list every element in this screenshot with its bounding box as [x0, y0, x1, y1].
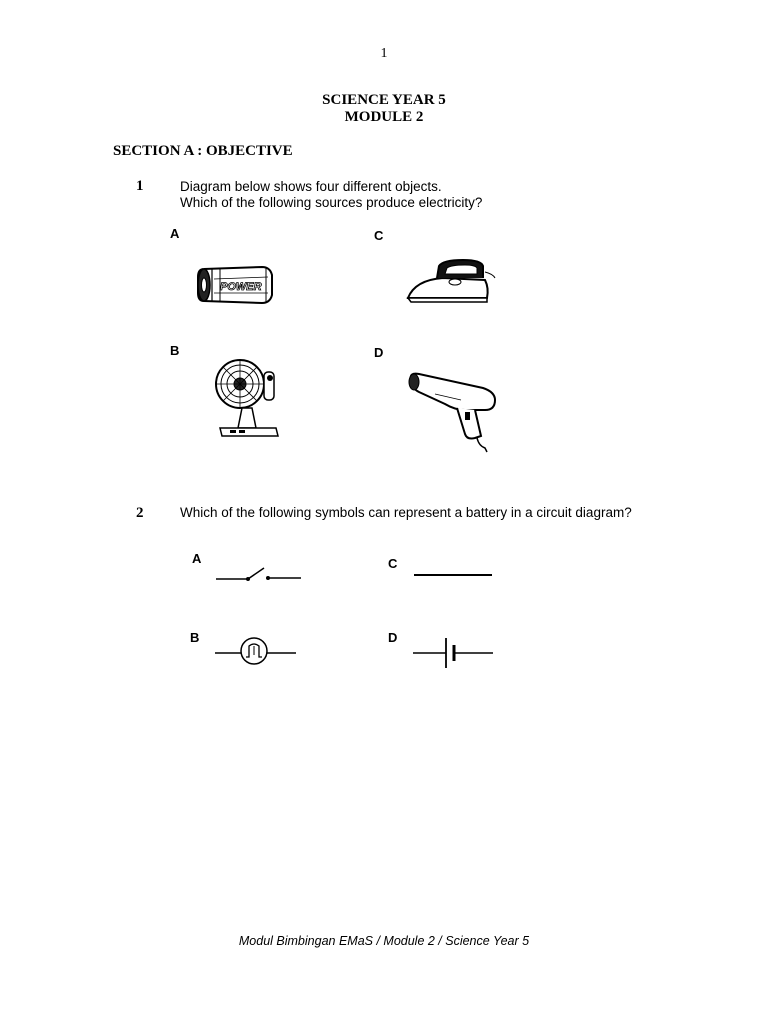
- page-footer: Modul Bimbingan EMaS / Module 2 / Science Year 5: [238, 934, 530, 948]
- page-number: 1: [380, 46, 388, 61]
- section-heading: SECTION A : OBJECTIVE: [113, 143, 293, 159]
- battery-label: POWER: [220, 281, 262, 293]
- page-title: SCIENCE YEAR 5: [322, 92, 446, 108]
- question-1-line-1: Diagram below shows four different objects.: [180, 179, 442, 194]
- question-1-option-d-label: D: [374, 345, 384, 360]
- question-2-option-d-label: D: [388, 630, 398, 645]
- bulb-symbol-icon: [212, 635, 300, 671]
- question-1-option-a-label: A: [170, 226, 180, 241]
- cell-symbol-icon: [410, 636, 496, 670]
- battery-icon: [190, 255, 280, 315]
- electric-fan-icon: [212, 348, 284, 442]
- question-2-option-a-label: A: [192, 551, 202, 566]
- question-2-number: 2: [136, 505, 144, 521]
- question-2-option-c-label: C: [388, 556, 398, 571]
- electric-iron-icon: [403, 256, 498, 308]
- question-1-number: 1: [136, 178, 144, 194]
- question-2-option-b-label: B: [190, 630, 200, 645]
- question-1-line-2: Which of the following sources produce electricity?: [180, 195, 483, 210]
- question-1-option-c-label: C: [374, 228, 384, 243]
- hair-dryer-icon: [405, 370, 501, 454]
- switch-symbol-icon: [212, 560, 304, 590]
- wire-symbol-icon: [412, 566, 496, 582]
- question-2-line-1: Which of the following symbols can represent a battery in a circuit diagram?: [180, 505, 632, 520]
- page-subtitle: MODULE 2: [344, 109, 424, 125]
- question-1-option-b-label: B: [170, 343, 180, 358]
